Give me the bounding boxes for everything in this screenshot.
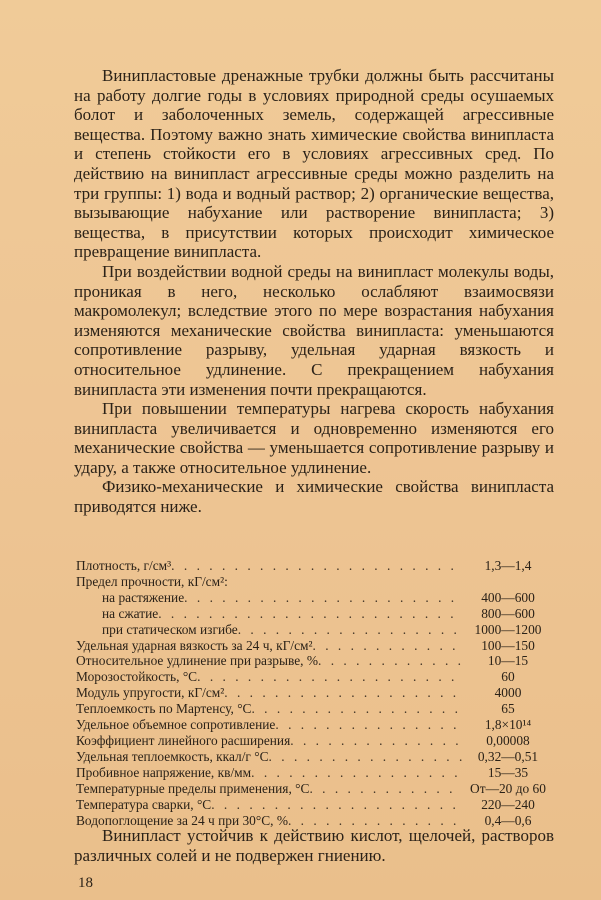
property-row-breakdown xyxy=(76,765,554,781)
property-label: Относительное удлинение при разрыве, % xyxy=(76,653,319,669)
property-label: Морозостойкость, °С xyxy=(76,669,198,685)
property-value: 15—35 xyxy=(487,764,529,780)
leader-dots xyxy=(309,781,462,797)
leader-dots xyxy=(158,606,462,622)
property-value: 100—150 xyxy=(481,637,535,653)
property-row-frost xyxy=(76,669,554,685)
property-value: 60 xyxy=(501,669,515,685)
property-row-tension xyxy=(76,590,554,606)
paragraph-chemical-properties: Винипластовые дренажные трубки должны быть рассчитаны на работу долгие годы в условиях природной среды осушаемых болот и заболоченных земель, содержащей агрессивные вещества. Поэтому важно знать химические свойства винипласта и степень стойкости его в условиях агрессивных сред. По действию на винипласт агрессивные среды можно разделить на три группы: 1) вода и водный раствор; 2) органические вещества, вызывающие набухание или растворение винипласта; 3) вещества, в присутствии которых происходит химическое превращение винипласта. xyxy=(74,66,554,262)
property-label: Удельное объемное сопротивление xyxy=(76,717,276,733)
leader-dots xyxy=(238,622,462,638)
leader-dots xyxy=(318,653,462,669)
paragraph-temperature-effect: При повышении температуры нагрева скорость набухания винипласта увеличивается и одновременно изменяются его механические свойства — уменьшается сопротивление разрыву и удару, а также относительное удлинение. xyxy=(74,399,554,477)
property-row-temp-limits xyxy=(76,781,554,797)
property-value: 0,32—0,51 xyxy=(477,748,539,764)
property-label: при статическом изгибе xyxy=(102,621,238,637)
body-text xyxy=(74,66,554,517)
leader-dots xyxy=(251,701,462,717)
property-row-martens xyxy=(76,701,554,717)
property-label: Удельная ударная вязкость за 24 ч, кГ/см² xyxy=(76,637,313,653)
property-row-expansion xyxy=(76,733,554,749)
property-row-density xyxy=(76,558,554,574)
property-value: 65 xyxy=(501,701,515,717)
closing-text xyxy=(74,826,554,865)
leader-dots xyxy=(224,685,462,701)
property-value: От—20 до 60 xyxy=(470,780,546,796)
paragraph-water-effect: При воздействии водной среды на винипласт молекулы воды, проникая в него, несколько ослабляют взаимосвязи макромолекул; вследствие этого по мере возрастания набухания изменяются механические свойства винипласта: уменьшаются сопротивление разрыву, удельная ударная вязкость и относительное удлинение. С прекращением набухания винипласта эти изменения почти прекращаются. xyxy=(74,261,554,399)
property-label: Температурные пределы применения, °С xyxy=(76,780,310,796)
property-label: Пробивное напряжение, кв/мм xyxy=(76,764,252,780)
property-row-elongation xyxy=(76,653,554,669)
property-value: 10—15 xyxy=(487,653,529,669)
property-value: 400—600 xyxy=(481,589,535,605)
property-row-modulus xyxy=(76,685,554,701)
paragraph-properties-intro: Физико-механические и химические свойства винипласта приводятся ниже. xyxy=(74,477,554,517)
property-value: 220—240 xyxy=(481,796,535,812)
property-value: 1,8×10¹⁴ xyxy=(484,717,532,733)
property-value: 1000—1200 xyxy=(474,621,542,637)
property-row-impact xyxy=(76,638,554,654)
properties-table xyxy=(76,558,554,828)
property-label: Водопоглощение за 24 ч при 30°С, % xyxy=(76,812,288,828)
property-group-strength: Предел прочности, кГ/см²: xyxy=(76,573,228,589)
property-value: 800—600 xyxy=(481,605,535,621)
property-row-heat-capacity xyxy=(76,749,554,765)
leader-dots xyxy=(313,638,462,654)
page-number: 18 xyxy=(78,875,93,891)
property-row-welding xyxy=(76,797,554,813)
leader-dots xyxy=(197,669,462,685)
leader-dots xyxy=(171,558,462,574)
property-label: Удельная теплоемкость, ккал/г °С xyxy=(76,748,269,764)
property-label: Модуль упругости, кГ/см² xyxy=(76,685,225,701)
property-row-bending xyxy=(76,622,554,638)
leader-dots xyxy=(184,590,462,606)
property-label: Плотность, г/см³ xyxy=(76,558,172,573)
property-label: Коэффициент линейного расширения xyxy=(76,732,291,748)
property-label: Теплоемкость по Мартенсу, °С xyxy=(76,701,252,717)
paragraph-closing: Винипласт устойчив к действию кислот, щелочей, растворов различных солей и не подвержен гниению. xyxy=(74,826,554,865)
property-label: на растяжение xyxy=(102,589,185,605)
property-value: 1,3—1,4 xyxy=(484,558,532,573)
property-value: 4000 xyxy=(494,685,522,701)
property-label: Температура сварки, °С xyxy=(76,796,212,812)
leader-dots xyxy=(290,733,462,749)
property-row-compression xyxy=(76,606,554,622)
leader-dots xyxy=(275,717,462,733)
leader-dots xyxy=(251,765,462,781)
property-value: 0,00008 xyxy=(486,732,530,748)
property-label: на сжатие xyxy=(102,605,159,621)
property-value: 0,4—0,6 xyxy=(484,812,532,828)
leader-dots xyxy=(211,797,462,813)
leader-dots xyxy=(269,749,462,765)
property-row-resistivity xyxy=(76,717,554,733)
